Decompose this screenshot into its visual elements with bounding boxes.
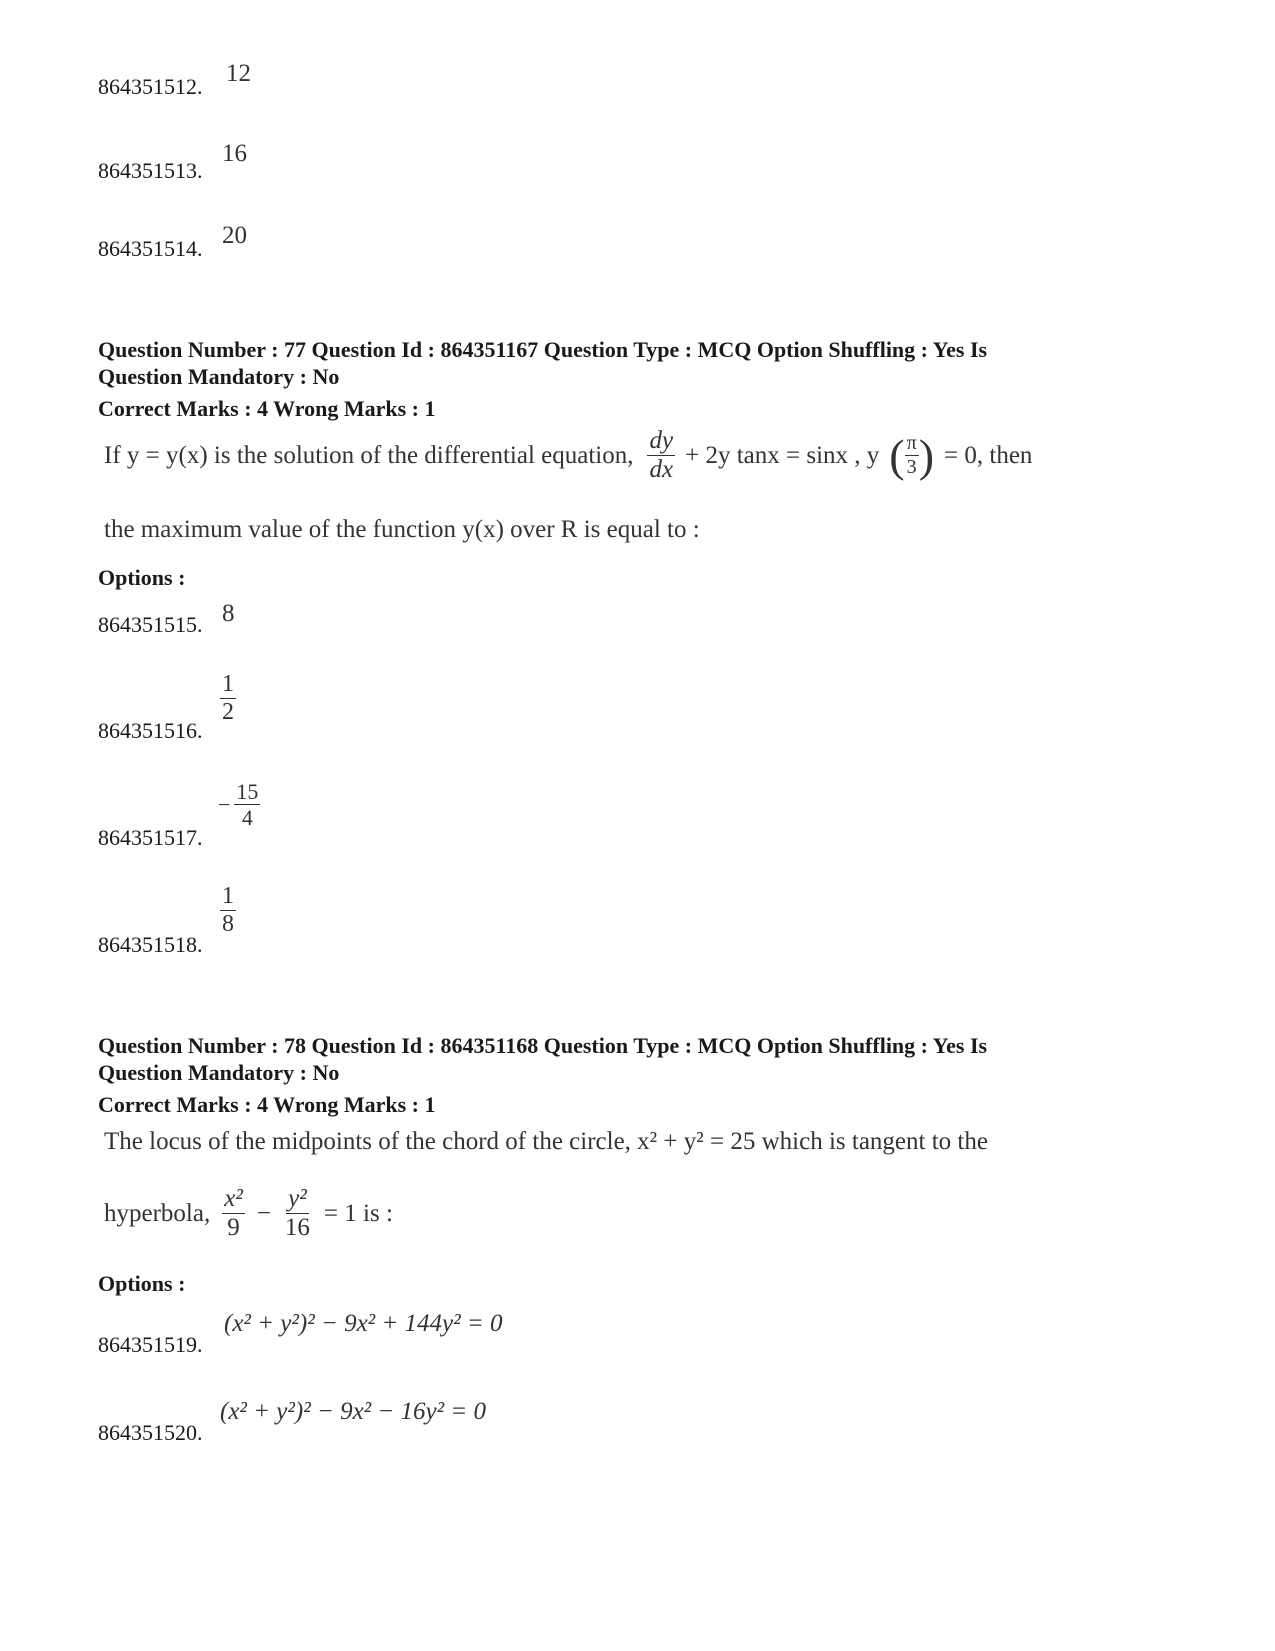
option-id: 864351513. [98,158,203,183]
left-paren: ( [889,429,905,481]
option-id: 864351516. [98,718,203,743]
hyperbola-label: hyperbola, [104,1199,211,1227]
y-squared: y² [286,1186,309,1214]
question-header-line2: Question Mandatory : No [98,1060,340,1085]
equation-middle: + 2y tanx = sinx , y [685,441,880,469]
question-header-line1: Question Number : 77 Question Id : 864351167 Question Type : MCQ Option Shuffling : Yes Is [98,337,988,362]
option-fraction [220,672,236,725]
option-equation: (x² + y²)² − 9x² − 16y² = 0 [220,1398,486,1425]
option-value: 16 [222,140,247,167]
option-id: 864351515. [98,612,203,637]
option-id: 864351512. [98,74,203,99]
equation-end: = 0, then [944,441,1033,469]
numerator: 1 [220,672,236,699]
sixteen: 16 [284,1214,310,1242]
question-text-line2 [104,1186,393,1242]
right-paren: ) [918,429,935,481]
option-fraction [220,884,236,937]
option-id: 864351520. [98,1420,203,1445]
condition-argument [889,429,935,481]
numerator: 1 [220,884,236,911]
option-value: 20 [222,222,247,249]
dy-dx-fraction [647,428,675,484]
question-header-line2: Question Mandatory : No [98,364,340,389]
option-id: 864351514. [98,236,203,261]
options-label: Options : [98,565,186,590]
option-value: 8 [222,600,235,627]
dx: dx [649,456,674,484]
denominator: 4 [241,805,253,831]
option-fraction-negative [218,780,260,829]
pi: π [906,432,917,455]
question-text-line1 [104,428,1032,484]
dy: dy [647,428,675,456]
denominator: 8 [222,911,234,938]
question-text-line1: The locus of the midpoints of the chord of the circle, x² + y² = 25 which is tangent to the [104,1128,988,1155]
numerator: 15 [236,779,259,804]
nine: 9 [227,1214,240,1242]
option-id: 864351519. [98,1332,203,1357]
option-fraction [234,780,260,829]
option-value: 12 [226,60,251,87]
three: 3 [906,456,917,479]
options-label: Options : [98,1271,186,1296]
equation-end: = 1 is : [323,1199,393,1227]
question-intro: If y = y(x) is the solution of the differential equation, [104,441,634,469]
option-id: 864351517. [98,825,203,850]
question-marks: Correct Marks : 4 Wrong Marks : 1 [98,396,436,421]
pi-over-3-fraction [905,433,919,478]
x2-over-9-fraction [222,1186,245,1242]
option-id: 864351518. [98,932,203,957]
question-header [98,336,987,390]
question-marks: Correct Marks : 4 Wrong Marks : 1 [98,1092,436,1117]
x-squared: x² [222,1186,245,1214]
y2-over-16-fraction [283,1186,312,1242]
option-equation: (x² + y²)² − 9x² + 144y² = 0 [224,1310,503,1337]
question-header-line1: Question Number : 78 Question Id : 864351168 Question Type : MCQ Option Shuffling : Yes Is [98,1033,988,1058]
question-text-line2: the maximum value of the function y(x) over R is equal to : [104,516,700,543]
question-header [98,1032,987,1086]
minus-sign: − [218,791,231,817]
denominator: 2 [222,699,234,726]
minus-sign: − [256,1199,271,1227]
